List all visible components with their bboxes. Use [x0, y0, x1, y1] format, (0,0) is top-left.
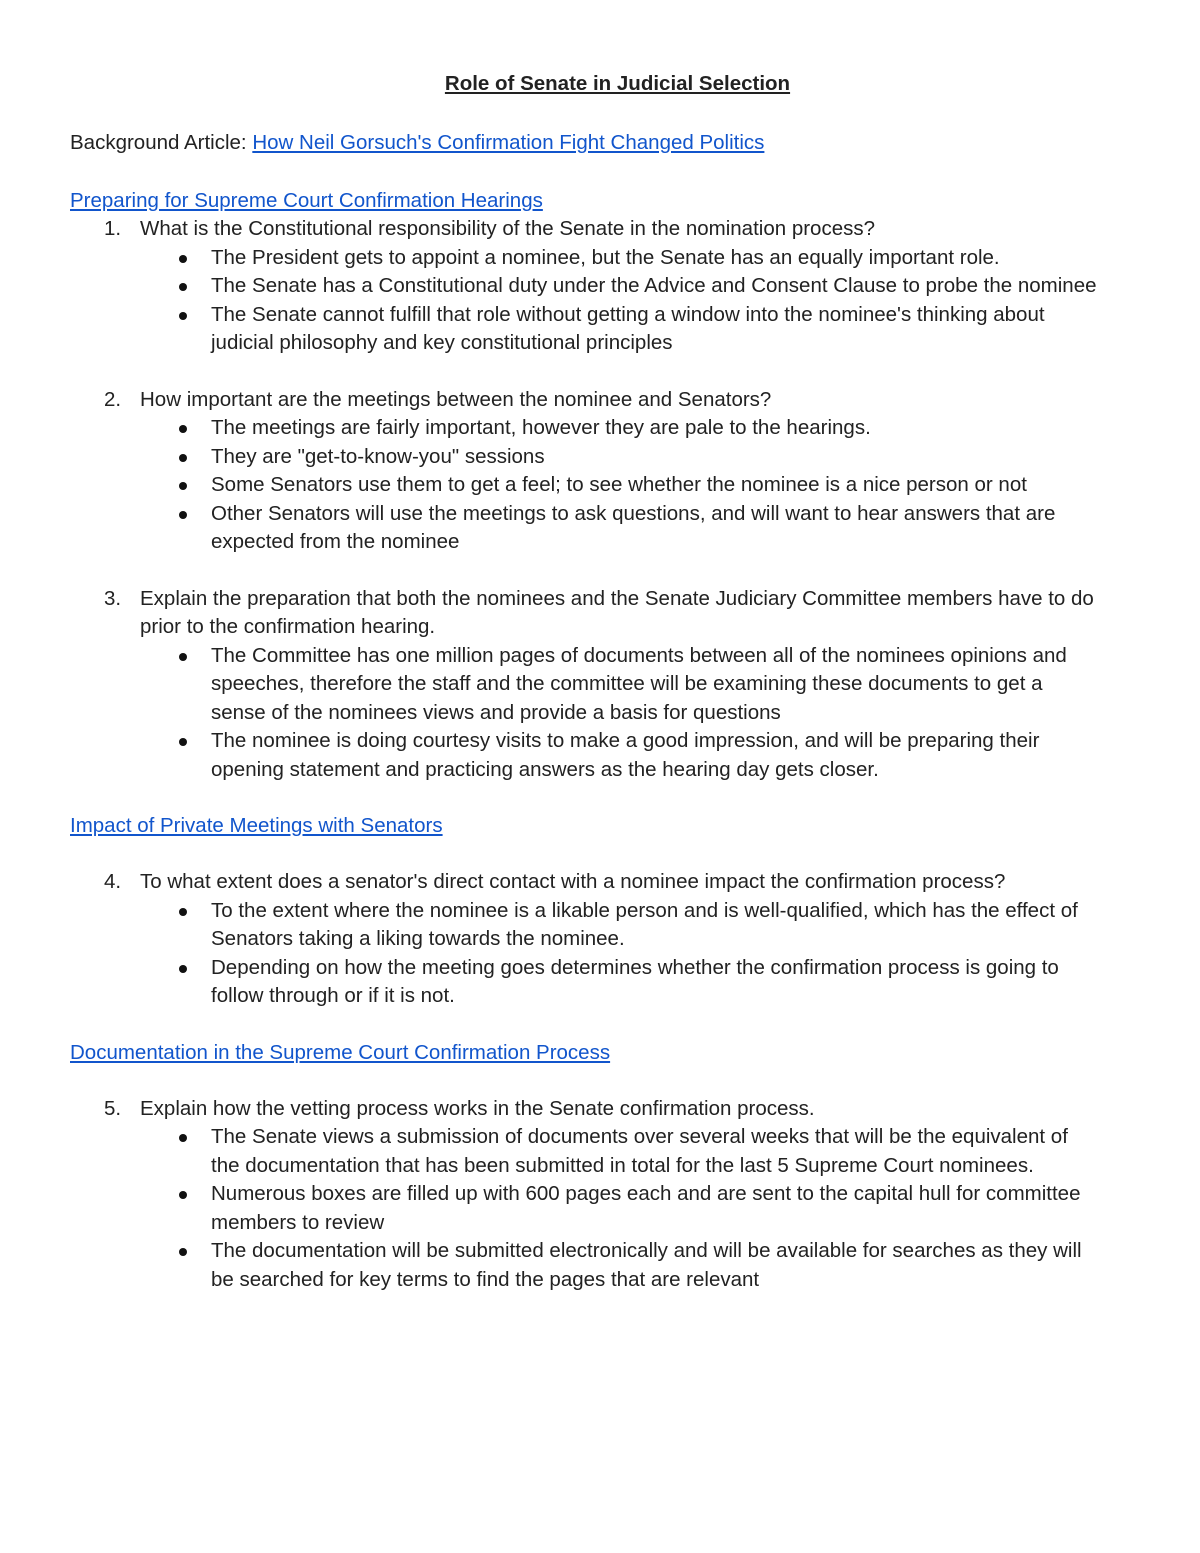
- list-item: The meetings are fairly important, however they are pale to the hearings.: [70, 414, 1100, 443]
- list-item: The Senate cannot fulfill that role without getting a window into the nominee's thinking about judicial philosophy and key constitutional principles: [70, 301, 1100, 358]
- question-text: 1. What is the Constitutional responsibility of the Senate in the nomination process?: [70, 215, 1100, 244]
- document-page: [70, 70, 1100, 1294]
- list-item: The documentation will be submitted electronically and will be available for searches as they will be searched for key terms to find the pages that are relevant: [70, 1237, 1100, 1294]
- question-text: 5. Explain how the vetting process works in the Senate confirmation process.: [70, 1095, 1100, 1124]
- question-2: [70, 386, 1100, 557]
- bullet-icon: [179, 482, 187, 490]
- list-item: Other Senators will use the meetings to ask questions, and will want to hear answers that are expected from the nominee: [70, 500, 1100, 557]
- list-item: Depending on how the meeting goes determines whether the confirmation process is going to follow through or if it is not.: [70, 954, 1100, 1011]
- question-5: [70, 1095, 1100, 1295]
- bullet-icon: [179, 908, 187, 916]
- question-4: [70, 868, 1100, 1011]
- question-number: 2.: [104, 387, 122, 411]
- list-item: The President gets to appoint a nominee, but the Senate has an equally important role.: [70, 244, 1100, 273]
- section-link-preparing[interactable]: Preparing for Supreme Court Confirmation Hearings: [70, 189, 543, 212]
- list-item: The Senate views a submission of documents over several weeks that will be the equivalent of the documentation that has been submitted in total for the last 5 Supreme Court nominees.: [70, 1123, 1100, 1180]
- question-text: 3. Explain the preparation that both the nominees and the Senate Judiciary Committee members have to do prior to the confirmation hearing.: [104, 586, 1094, 638]
- question-number: 5.: [104, 1096, 122, 1120]
- bullet-icon: [179, 965, 187, 973]
- answer-list: [70, 414, 1100, 557]
- question-number: 4.: [104, 870, 122, 893]
- bullet-icon: [179, 511, 187, 519]
- section-private-meetings: [70, 812, 1100, 1011]
- answer-list: [70, 642, 1100, 785]
- bullet-icon: [179, 454, 187, 462]
- bullet-icon: [179, 1134, 187, 1142]
- background-article-line: [70, 129, 1100, 157]
- answer-list: [70, 1123, 1100, 1294]
- bullet-icon: [179, 425, 187, 433]
- background-article-link[interactable]: How Neil Gorsuch's Confirmation Fight Changed Politics: [252, 131, 765, 154]
- page-title: Role of Senate in Judicial Selection: [444, 72, 791, 95]
- bullet-icon: [179, 255, 187, 263]
- question-number: 1.: [104, 217, 122, 240]
- section-link-private-meetings[interactable]: Impact of Private Meetings with Senators: [70, 814, 443, 837]
- bullet-icon: [179, 653, 187, 661]
- bullet-icon: [179, 738, 187, 746]
- bullet-icon: [179, 1248, 187, 1256]
- answer-list: [70, 244, 1100, 358]
- question-1: [70, 215, 1100, 358]
- list-item: The nominee is doing courtesy visits to make a good impression, and will be preparing their opening statement and practicing answers as the hearing day gets closer.: [70, 727, 1100, 784]
- question-text: 4. To what extent does a senator's direct contact with a nominee impact the confirmation process?: [70, 868, 1100, 897]
- question-text: 2. How important are the meetings between the nominee and Senators?: [70, 386, 1100, 415]
- list-item: The Senate has a Constitutional duty under the Advice and Consent Clause to probe the nominee: [70, 272, 1100, 301]
- answer-list: [70, 897, 1100, 1011]
- section-link-documentation[interactable]: Documentation in the Supreme Court Confirmation Process: [70, 1040, 611, 1064]
- bullet-icon: [179, 312, 187, 320]
- bullet-icon: [179, 1191, 187, 1199]
- section-documentation: [70, 1039, 1100, 1295]
- list-item: They are "get-to-know-you" sessions: [70, 443, 1100, 472]
- list-item: To the extent where the nominee is a likable person and is well-qualified, which has the effect of Senators taking a liking towards the nominee.: [70, 897, 1100, 954]
- background-label: Background Article:: [70, 131, 253, 154]
- section-preparing: [70, 187, 1100, 784]
- list-item: Numerous boxes are filled up with 600 pages each and are sent to the capital hull for committee members to review: [70, 1180, 1100, 1237]
- question-3: [70, 585, 1100, 785]
- bullet-icon: [179, 283, 187, 291]
- list-item: Some Senators use them to get a feel; to see whether the nominee is a nice person or not: [70, 471, 1100, 500]
- question-number: 3.: [104, 586, 122, 610]
- list-item: The Committee has one million pages of documents between all of the nominees opinions and speeches, therefore the staff and the committee will be examining these documents to get a sense of the nominees views and provide a basis for questions: [70, 642, 1100, 728]
